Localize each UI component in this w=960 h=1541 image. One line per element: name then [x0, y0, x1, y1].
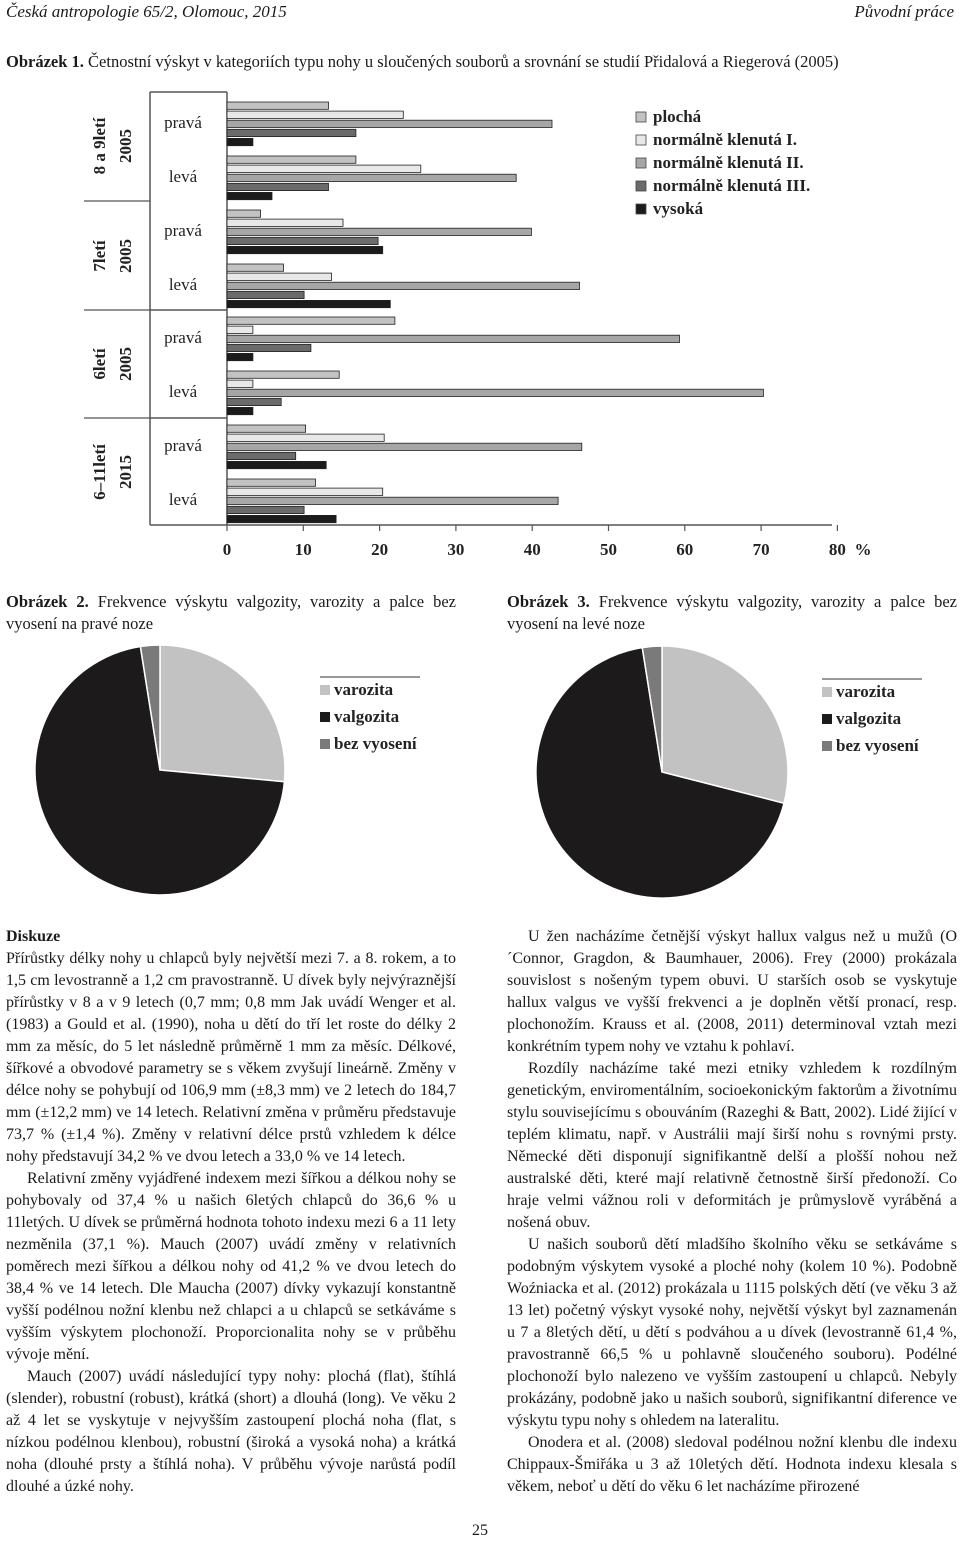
legend-swatch [320, 685, 330, 695]
bar [227, 264, 284, 271]
figure1-caption-label: Obrázek 1. [6, 52, 84, 71]
bar [227, 282, 580, 289]
paragraph: Mauch (2007) uvádí následující typy nohy: plochá (flat), štíhlá (slender), robustní (robust), krátká (short) a dlouhá (long). Ve věku 2 až 4 let se vyskytuje v nejvyšším zastoupení plochá noha (flat, s nízkou podélnou klenbou), robustní (široká a vysoká noha) a krátká noha (dlouhé prsty a štíhlá noha). V průběhu vývoje narůstá podíl dlouhé a úzké nohy. [6, 1368, 456, 1495]
x-tick-label: 10 [294, 540, 312, 559]
legend-swatch [320, 739, 330, 749]
bar [227, 326, 253, 333]
group-source-label: 2005 [116, 347, 135, 381]
bar [227, 246, 383, 253]
bar [227, 452, 296, 459]
right-foot-pie-chart [0, 640, 470, 910]
legend-swatch [822, 714, 832, 724]
bar [227, 210, 261, 217]
bar [227, 156, 356, 163]
bar [227, 138, 253, 145]
bar [227, 515, 336, 522]
x-tick-label: 30 [447, 540, 465, 559]
x-tick-label: 60 [676, 540, 694, 559]
side-label: levá [168, 382, 198, 401]
legend-label: vysoká [653, 199, 704, 218]
bar [227, 192, 272, 199]
bar [227, 353, 253, 360]
bar [227, 317, 395, 324]
legend-label: normálně klenutá II. [653, 153, 804, 172]
side-label: pravá [164, 113, 202, 132]
group-age-label: 6letí [90, 348, 109, 380]
legend-swatch [636, 112, 646, 122]
paragraph: U žen nacházíme četnější výskyt hallux valgus než u mužů (O´Connor, Gragdon, & Baumhauer, 2006). Frey (2000) prokázala souvislost s nošeným typem obuvi. U starších osob se vyskytuje hallux valgus ve vyšší frekvenci a je doplněn větší pronací, resp. plochonožím. Krauss et al. (2008, 2011) determinoval vztah mezi konkrétním typem nohy ve vztahu k pohlaví. [507, 928, 957, 1055]
bar [227, 425, 306, 432]
bar [227, 434, 384, 441]
section-header: Původní práce [854, 2, 954, 21]
group-age-label: 6–11letí [90, 444, 109, 500]
legend-swatch [636, 204, 646, 214]
legend-swatch [636, 158, 646, 168]
side-label: pravá [164, 328, 202, 347]
x-unit-label: % [854, 540, 872, 559]
bar [227, 407, 253, 414]
x-tick-label: 80 [828, 540, 846, 559]
bar [227, 183, 329, 190]
figure3-caption [507, 591, 957, 635]
page-number: 25 [472, 1522, 488, 1539]
legend-swatch [320, 712, 330, 722]
bar [227, 300, 390, 307]
paragraph: Relativní změny vyjádřené indexem mezi šířkou a délkou nohy se pohybovaly od 37,4 % u našich 6letých chlapců do 36,6 % u 11letých. U dívek se průměrná hodnota tohoto indexu mezi 6 a 11 lety nezměnila (37,1 %). Mauch (2007) uvádí změny v relativních poměrech mezi šířkou a délkou nohy od 41,2 % ve dvou letech do 38,4 % ve 14 letech. Dle Maucha (2007) dívky vykazují konstantně vyšší podélnou nožní klenbu než chlapci a u chlapců se setkáváme s vyšším výskytem plochonoží. Proporcionalita nohy se v průběhu vývoje mění. [6, 1170, 456, 1363]
legend-label: bez vyosení [334, 734, 417, 753]
discussion-right-column [507, 926, 957, 1498]
paragraph: U našich souborů dětí mladšího školního věku se setkáváme s podobným výskytem vysoké a ploché nohy (kolem 10 %). Podobně Woźniacka et al. (2012) prokázala u 1115 polských dětí (ve věku 3 až 13 let) početný výskyt vysoké nohy, největší výskyt byl zaznamenán u 7 a 8letých dětí, u dětí s podváhou a u dívek (levostranně 61,4 %, pravostranně 66,5 % u pohlavně sloučeného souboru). Podélné plochonoží bylo nalezeno ve vyšším zastoupení u chlapců. Nebyly prokázány, podobně jako u našich souborů, signifikantní diference ve výskytu typu nohy s ohledem na lateralitu. [507, 1236, 957, 1429]
legend-label: plochá [653, 107, 702, 126]
discussion-heading: Diskuze [6, 928, 61, 945]
bar [227, 389, 763, 396]
bar [227, 479, 316, 486]
pie-slice [160, 645, 285, 782]
bar [227, 497, 558, 504]
paragraph: Přírůstky délky nohy u chlapců byly největší mezi 7. a 8. rokem, a to 1,5 cm levostranně a 1,2 cm pravostranně. U dívek byly nejvýraznější přírůstky v 8 a v 9 letech (0,7 mm; 0,8 mm Jak uvádí Wenger et al. (1983) a Gould et al. (1990), noha u dětí do tří let roste do délky 2 mm za měsíc, do 5 let následně průměrně 1 mm za měsíc. Délkové, šířkové a obvodové parametry se s věkem zvyšují lineárně. Změny v délce nohy se pohybují od 106,9 mm (±8,3 mm) ve 2 letech do 184,7 mm (±12,2 mm) ve 14 letech. Relativní změna v průměru představuje 73,7 % (±1,4 %). Změny v relativní délce prstů vzhledem k délce nohy představují 34,2 % ve dvou letech a 33,0 % ve 14 letech. [6, 950, 456, 1165]
bar [227, 165, 421, 172]
bar [227, 335, 680, 342]
legend-swatch [822, 741, 832, 751]
bar [227, 174, 516, 181]
bar [227, 488, 383, 495]
figure3-caption-text: Frekvence výskytu valgozity, varozity a palce bez vyosení na levé noze [507, 592, 957, 633]
x-tick-label: 50 [600, 540, 617, 559]
side-label: levá [168, 167, 198, 186]
figure2-caption-label: Obrázek 2. [6, 592, 89, 611]
bar [227, 443, 582, 450]
legend-label: normálně klenutá III. [653, 176, 811, 195]
bar [227, 273, 332, 280]
bar [227, 461, 326, 468]
side-label: levá [168, 275, 198, 294]
legend-label: normálně klenutá I. [653, 130, 798, 149]
foot-type-bar-chart [0, 80, 960, 580]
bar [227, 120, 552, 127]
x-tick-label: 40 [523, 540, 541, 559]
bar [227, 291, 304, 298]
legend-label: varozita [334, 680, 394, 699]
figure3-caption-label: Obrázek 3. [507, 592, 590, 611]
figure2-caption [6, 591, 456, 635]
legend-swatch [822, 687, 832, 697]
bar [227, 219, 343, 226]
group-source-label: 2005 [116, 129, 135, 163]
x-tick-label: 70 [752, 540, 770, 559]
side-label: pravá [164, 436, 202, 455]
discussion-left-column [6, 926, 456, 1498]
bar [227, 380, 253, 387]
bar [227, 129, 356, 136]
legend-label: valgozita [334, 707, 400, 726]
legend-label: varozita [836, 682, 896, 701]
bar [227, 371, 339, 378]
x-tick-label: 20 [371, 540, 389, 559]
side-label: pravá [164, 221, 202, 240]
group-source-label: 2015 [116, 455, 135, 489]
figure1-caption-text: Četnostní výskyt v kategoriích typu nohy u sloučených souborů a srovnání se studií Přidalová a Riegerová (2005) [88, 52, 839, 71]
bar [227, 102, 329, 109]
group-age-label: 8 a 9letí [90, 117, 109, 175]
bar [227, 344, 311, 351]
legend-swatch [636, 135, 646, 145]
bar [227, 237, 378, 244]
bar [227, 506, 304, 513]
figure2-caption-text: Frekvence výskytu valgozity, varozity a palce bez vyosení na pravé noze [6, 592, 456, 633]
paragraph: Onodera et al. (2008) sledoval podélnou nožní klenbu dle indexu Chippaux-Šmiřáka u 3 až 10letých dětí. Hodnota indexu klesala s věkem, neboť u dětí do věku 6 let nacházíme přirozené [507, 1434, 957, 1495]
group-source-label: 2005 [116, 239, 135, 273]
legend-label: bez vyosení [836, 736, 919, 755]
side-label: levá [168, 490, 198, 509]
bar [227, 111, 403, 118]
bar [227, 228, 531, 235]
figure1-caption [6, 52, 839, 72]
journal-header: Česká antropologie 65/2, Olomouc, 2015 [6, 2, 287, 21]
paragraph: Rozdíly nacházíme také mezi etniky vzhledem k rozdílným genetickým, enviromentálním, socioekonickým faktorům a životnímu stylu souvisejícímu s obouváním (Razeghi & Batt, 2002). Lidé žijící v teplém klimatu, např. v Austrálii mají širší nohu s rovnými prsty. Německé děti disponují signifikantně delší a plošší nohou než australské děti, které mají relativně četnostně širší předonoží. Co hraje velmi vážnou roli v deformitách je průmyslově vyráběná a nošená obuv. [507, 1060, 957, 1231]
bar [227, 398, 281, 405]
x-tick-label: 0 [222, 540, 232, 559]
left-foot-pie-chart [490, 640, 960, 910]
legend-label: valgozita [836, 709, 902, 728]
legend-swatch [636, 181, 646, 191]
group-age-label: 7letí [90, 240, 109, 272]
